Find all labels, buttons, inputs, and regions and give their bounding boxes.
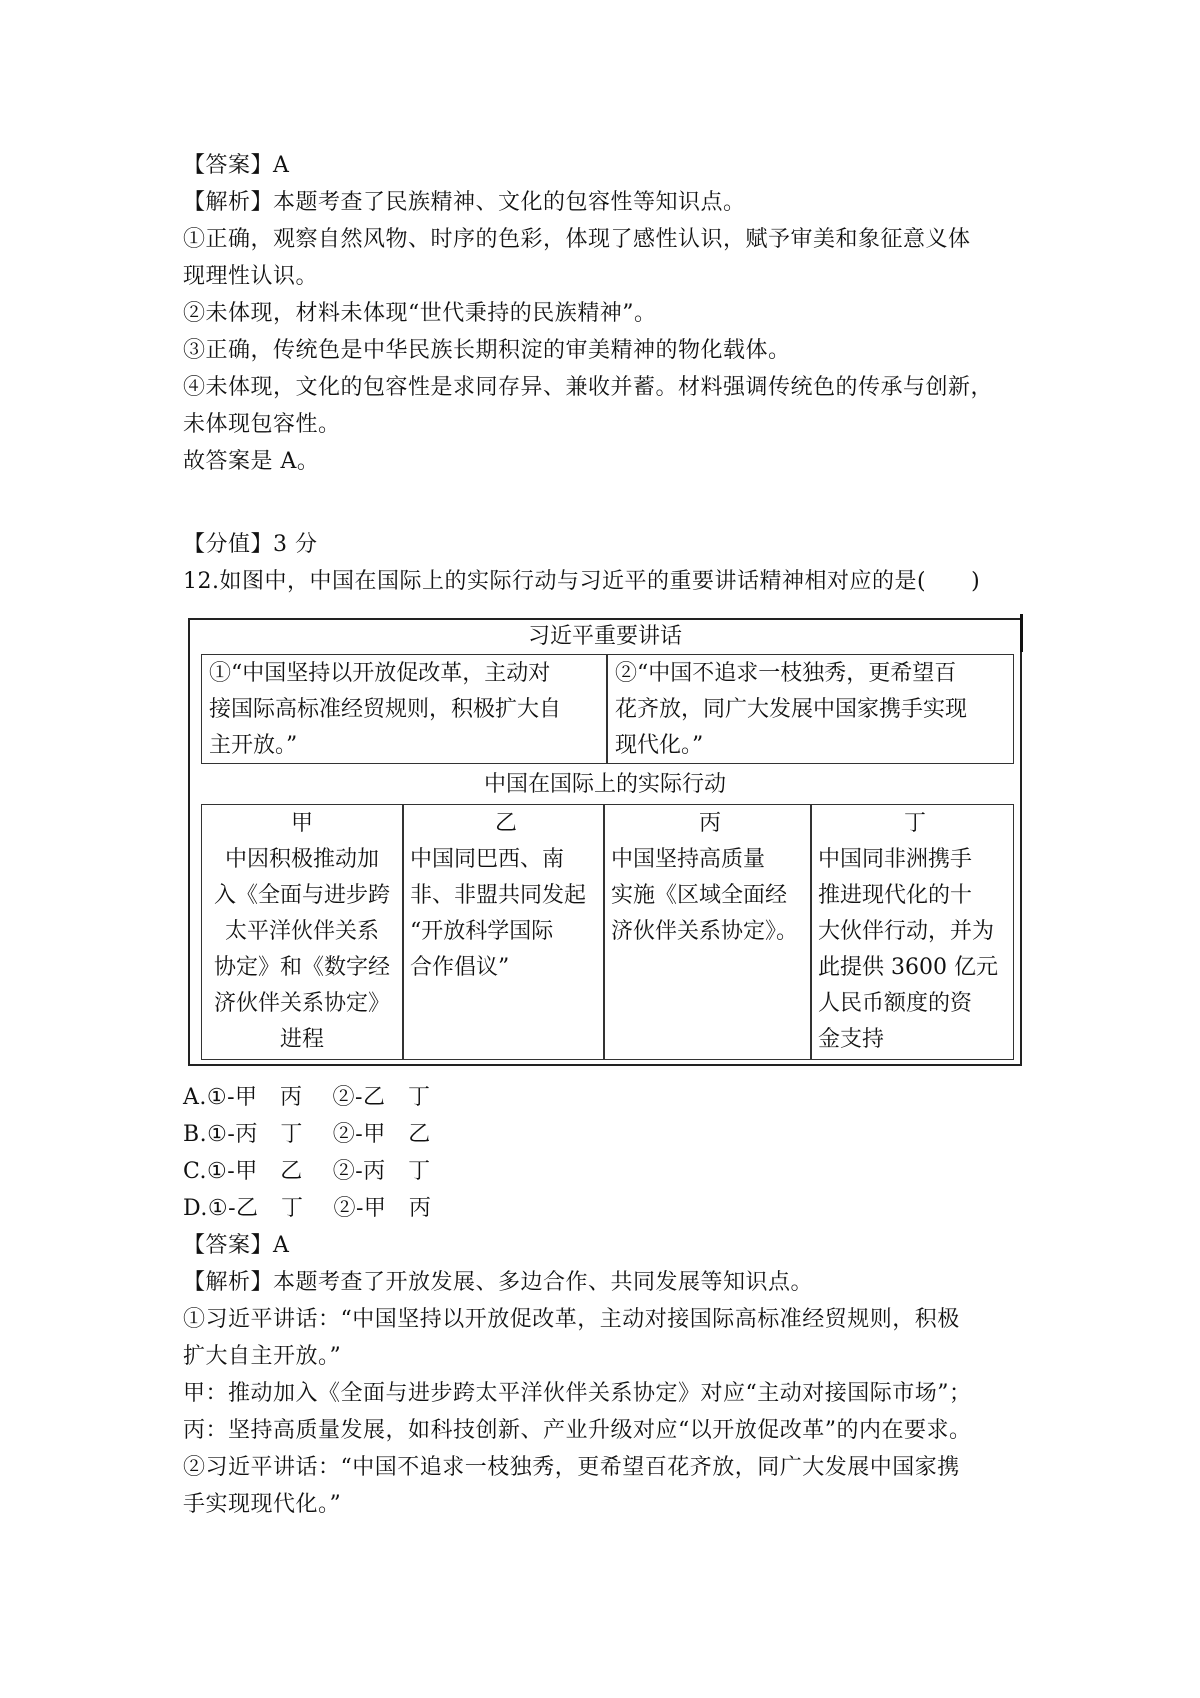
table-title-speech: 习近平重要讲话 bbox=[527, 624, 682, 649]
option-d: D.①-乙 丁 ②-甲 丙 bbox=[183, 1196, 432, 1221]
analysis-line: ②未体现，材料未体现“世代秉持的民族精神”。 bbox=[183, 301, 657, 326]
analysis-line: 手实现现代化。” bbox=[183, 1492, 342, 1517]
analysis-line: 丙：坚持高质量发展，如科技创新、产业升级对应“以开放促改革”的内在要求。 bbox=[183, 1418, 972, 1443]
analysis-line: ①正确，观察自然风物、时序的色彩，体现了感性认识，赋予审美和象征意义体 bbox=[183, 227, 971, 252]
analysis-line: ①习近平讲话：“中国坚持以开放促改革，主动对接国际高标准经贸规则，积极 bbox=[183, 1307, 960, 1332]
speech-text-1: ①“中国坚持以开放促改革，主动对 接国际高标准经贸规则，积极扩大自 主开放。” bbox=[209, 661, 562, 758]
analysis-line: 故答案是 A。 bbox=[183, 449, 320, 474]
option-b: B.①-丙 丁 ②-甲 乙 bbox=[183, 1122, 431, 1147]
speech-text-2: ②“中国不追求一枝独秀，更希望百 花齐放，同广大发展中国家携手实现 现代化。” bbox=[615, 661, 968, 758]
analysis-line: ④未体现，文化的包容性是求同存异、兼收并蓄。材料强调传统色的传承与创新， bbox=[183, 375, 994, 400]
analysis-line: 甲：推动加入《全面与进步跨太平洋伙伴关系协定》对应“主动对接国际市场”； bbox=[183, 1381, 972, 1406]
option-a: A.①-甲 丙 ②-乙 丁 bbox=[183, 1085, 431, 1110]
action-text-jia: 甲 中因积极推动加 入《全面与进步跨 太平洋伙伴关系 协定》和《数字经 济伙伴关系协定》 进程 bbox=[213, 811, 390, 1052]
action-text-ding: 丁 中国同非洲携手 推进现代化的十 大伙伴行动，并为 此提供 3600 亿元 人民币额度的资 金支持 bbox=[818, 811, 998, 1052]
answer-label-q12: 【答案】A bbox=[183, 1233, 290, 1258]
analysis-line: ②习近平讲话：“中国不追求一枝独秀，更希望百花齐放，同广大发展中国家携 bbox=[183, 1455, 960, 1480]
analysis-line: 扩大自主开放。” bbox=[183, 1344, 342, 1369]
table-title-action: 中国在国际上的实际行动 bbox=[483, 772, 726, 797]
action-text-yi: 乙 中国同巴西、南 非、非盟共同发起 “开放科学国际 合作倡议” bbox=[410, 811, 587, 980]
question-stem: 12.如图中，中国在国际上的实际行动与习近平的重要讲话精神相对应的是( ) bbox=[183, 569, 981, 594]
analysis-line: 【解析】本题考查了民族精神、文化的包容性等知识点。 bbox=[183, 190, 746, 215]
score-label: 【分值】3 分 bbox=[183, 532, 318, 557]
answer-label-q11: 【答案】A bbox=[183, 153, 290, 178]
action-text-bing: 丙 中国坚持高质量 实施《区域全面经 济伙伴关系协定》。 bbox=[611, 811, 799, 944]
analysis-line: 【解析】本题考查了开放发展、多边合作、共同发展等知识点。 bbox=[183, 1270, 814, 1295]
option-c: C.①-甲 乙 ②-丙 丁 bbox=[183, 1159, 431, 1184]
analysis-line: 未体现包容性。 bbox=[183, 412, 341, 437]
analysis-line: ③正确，传统色是中华民族长期积淀的审美精神的物化载体。 bbox=[183, 338, 791, 363]
analysis-line: 现理性认识。 bbox=[183, 264, 319, 289]
